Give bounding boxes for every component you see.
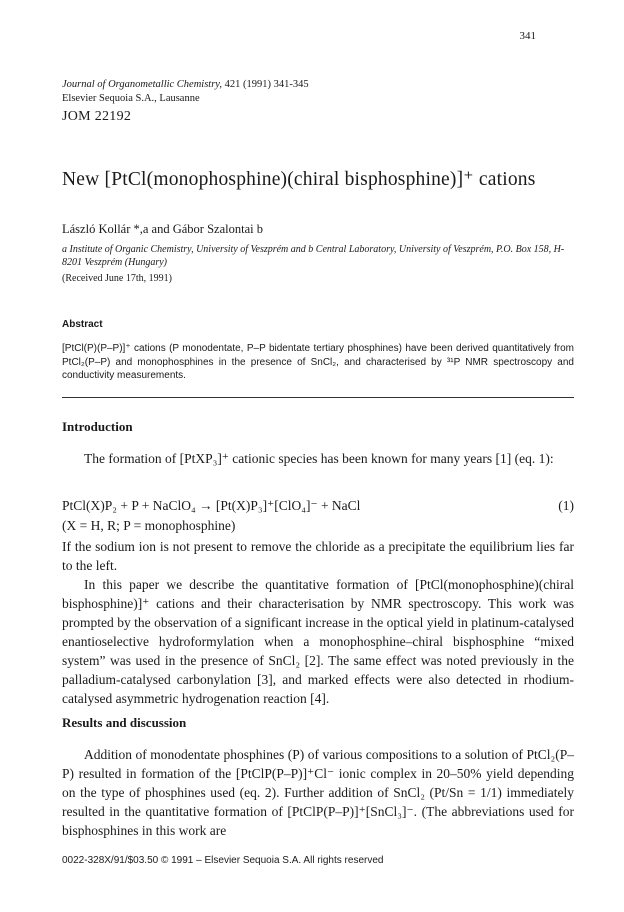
- equation-definition: (X = H, R; P = monophosphine): [62, 518, 236, 533]
- introduction-heading: Introduction: [62, 419, 133, 434]
- intro-paragraph-2: If the sodium ion is not present to remove the chloride as a precipitate the equilibrium lies far to the left.: [62, 539, 574, 573]
- received-date: (Received June 17th, 1991): [62, 273, 172, 284]
- results-heading: Results and discussion: [62, 715, 187, 730]
- journal-header: [62, 78, 309, 106]
- abstract-heading: Abstract: [62, 319, 103, 330]
- jom-number: JOM 22192: [62, 109, 132, 124]
- equation-1-number: (1): [558, 498, 574, 513]
- equation-1-text: PtCl(X)P₂ + P + NaClO₄ → [Pt(X)P₃]⁺[ClO₄]⁻ + NaCl: [62, 498, 361, 513]
- authors: László Kollár *,a and Gábor Szalontai b: [62, 222, 263, 236]
- divider: [62, 397, 574, 398]
- journal-citation: 421 (1991) 341-345: [222, 79, 309, 90]
- journal-name: Journal of Organometallic Chemistry,: [62, 79, 223, 90]
- equation-1: [62, 498, 574, 514]
- affiliation: a Institute of Organic Chemistry, University of Veszprém and b Central Laboratory, University of Veszprém, P.O. Box 158, H-8201 Veszprém (Hungary): [62, 244, 565, 268]
- intro-paragraph-3: In this paper we describe the quantitative formation of [PtCl(monophosphine)(chiral bisphosphine)]⁺ cations and their characterisation by NMR spectroscopy. This work was prompted by the observation of a significant increase in the optical yield in platinum-catalysed enantioselective hydroformylation when a monophosphine–chiral bisphosphine “mixed system” was used in the presence of SnCl₂ [2]. The same effect was noted previously in the palladium-catalysed carbonylation [3], and marked effects were also detected in rhodium-catalysed asymmetric hydrogenation reaction [4].: [62, 577, 574, 706]
- intro-body: [62, 537, 574, 708]
- page-number: 341: [519, 30, 536, 42]
- publisher: Elsevier Sequoia S.A., Lausanne: [62, 93, 200, 104]
- abstract-text: [PtCl(P)(P–P)]⁺ cations (P monodentate, P–P bidentate tertiary phosphines) have been derived quantitatively from PtCl₂(P–P) and monophosphines in the presence of SnCl₂, and characterised by ³¹P NMR spectroscopy and conductivity measurements.: [62, 343, 574, 381]
- copyright-footer: 0022-328X/91/$03.50 © 1991 – Elsevier Sequoia S.A. All rights reserved: [62, 855, 384, 866]
- paper-title: New [PtCl(monophosphine)(chiral bisphosphine)]⁺ cations: [62, 169, 536, 190]
- results-paragraph-1: Addition of monodentate phosphines (P) of various compositions to a solution of PtCl₂(P–P) resulted in formation of the [PtClP(P–P)]⁺Cl⁻ ionic complex in 20–50% yield depending on the type of phosphines used (eq. 2). Further addition of SnCl₂ (Pt/Sn = 1/1) immediately resulted in the quantitative formation of [PtClP(P–P)]⁺[SnCl₃]⁻. (The abbreviations used for bisphosphines in this work are: [62, 747, 574, 838]
- intro-paragraph-1: The formation of [PtXP₃]⁺ cationic species has been known for many years [1] (eq. 1):: [84, 451, 554, 466]
